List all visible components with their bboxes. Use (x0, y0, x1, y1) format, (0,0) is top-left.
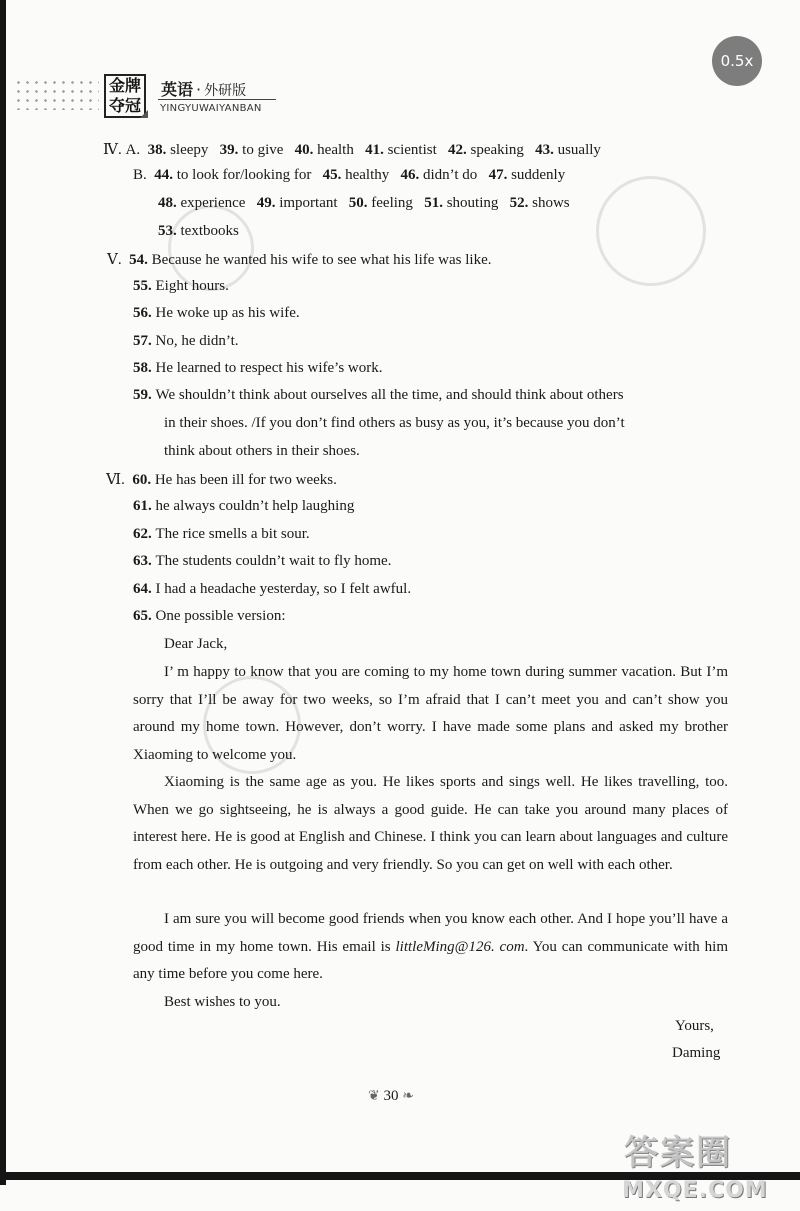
item-number: 39. (219, 142, 239, 158)
answer-text: textbooks (180, 223, 239, 239)
answer-line-63 (133, 553, 391, 570)
section4-numeral: Ⅳ. (103, 142, 122, 158)
answer-text: The students couldn’t wait to fly home. (155, 553, 392, 569)
subject-title (161, 77, 246, 100)
zoom-level-badge[interactable]: 0.5x (712, 36, 762, 86)
part-a-label: A. (125, 142, 141, 158)
item-number: 52. (509, 195, 529, 211)
paragraph-text: I am sure you will become good friends when you know each other. And I hope you’ll have a good time in my home town. His email is (133, 911, 728, 955)
section4-line-b (133, 167, 565, 184)
answer-text: important (279, 195, 338, 211)
answer-line-64 (133, 581, 411, 598)
answer-line-61 (133, 498, 354, 515)
item-number: 54. (129, 252, 148, 268)
answer-text: Because he wanted his wife to see what his life was like. (151, 252, 492, 268)
answer-text: feeling (371, 195, 413, 211)
answer-text: One possible version: (155, 608, 286, 624)
item-number: 45. (322, 167, 342, 183)
item-number: 47. (488, 167, 508, 183)
answer-text: We shouldn’t think about ourselves all the time, and should think about others (155, 387, 624, 403)
item-number: 40. (294, 142, 314, 158)
part-b-label: B. (133, 167, 147, 183)
answer-59-continued: in their shoes. /If you don’t find others as busy as you, it’s because you don’t (164, 415, 625, 431)
paragraph-text: . You can communicate with him any time before you come here. (133, 938, 728, 982)
page-number: 30 (383, 1088, 399, 1104)
answer-text: healthy (345, 167, 390, 183)
item-number: 55. (133, 278, 152, 294)
subject-pinyin: YINGYUWAIYANBAN (160, 103, 262, 114)
item-number: 38. (147, 142, 167, 158)
item-number: 44. (154, 167, 174, 183)
left-border (0, 0, 6, 1185)
item-number: 58. (133, 360, 152, 376)
letter-signature: Daming (672, 1045, 721, 1061)
answer-text: to give (242, 142, 284, 158)
paragraph-text: Xiaoming is the same age as you. He likes sports and sings well. He likes travelling, too. When we go sightseeing, he is always a good guide. He can take you around many places of interest here. He is good at English and Chinese. I think you can learn about languages and culture from each other. He is outgoing and very friendly. So you can get on well with each other. (133, 774, 728, 873)
answer-line-57 (133, 333, 239, 350)
answer-text: experience (180, 195, 246, 211)
answer-text: He learned to respect his wife’s work. (155, 360, 383, 376)
item-number: 43. (535, 142, 554, 158)
logo-corner-mark (140, 110, 148, 118)
item-number: 60. (132, 472, 152, 488)
subject-name: 英语 (161, 80, 194, 99)
answer-line-62 (133, 526, 310, 543)
watermark-site: MXQE.COM (622, 1178, 768, 1203)
paragraph-text: I’ m happy to know that you are coming to my home town during summer vacation. But I’m sorry that I’ll be away for two weeks, so I’m afraid that I can’t meet you and can’t show you around my home town. However, don’t worry. I have made some plans and asked my brother Xiaoming to welcome you. (133, 664, 728, 763)
edition-name: 外研版 (204, 83, 247, 99)
header-dot-pattern (14, 78, 99, 110)
logo-bottom-text: 夺冠 (108, 96, 141, 115)
answer-text: speaking (470, 142, 524, 158)
answer-text: shouting (446, 195, 499, 211)
letter-sign-off: Yours, (675, 1018, 714, 1034)
item-number: 48. (158, 195, 177, 211)
section4-line-a (103, 140, 601, 159)
item-number: 57. (133, 333, 152, 349)
answer-text: He has been ill for two weeks. (154, 472, 337, 488)
item-number: 56. (133, 305, 152, 321)
answer-text: to look for/looking for (176, 167, 312, 183)
answer-text: The rice smells a bit sour. (155, 526, 310, 542)
item-number: 42. (448, 142, 467, 158)
leaf-icon: ❧ (402, 1089, 414, 1104)
title-separator: · (196, 80, 202, 99)
item-number: 62. (133, 526, 152, 542)
answer-line-59 (133, 387, 624, 404)
item-number: 53. (158, 223, 177, 239)
answer-text: usually (557, 142, 601, 158)
item-number: 65. (133, 608, 152, 624)
section6-numeral: Ⅵ. (106, 472, 125, 488)
letter-closing: Best wishes to you. (164, 994, 281, 1010)
page-footer (368, 1088, 414, 1105)
item-number: 63. (133, 553, 152, 569)
section4-line-b3 (158, 223, 239, 240)
section4-line-b2 (158, 195, 570, 212)
header-rule (158, 99, 276, 100)
letter-paragraph-2 (133, 769, 728, 879)
answer-text: he always couldn’t help laughing (155, 498, 355, 514)
item-number: 64. (133, 581, 152, 597)
item-number: 50. (348, 195, 368, 211)
section5-numeral: Ⅴ. (107, 252, 122, 268)
item-number: 59. (133, 387, 152, 403)
answer-line-60 (106, 470, 337, 489)
watermark-stamp (596, 176, 706, 286)
answer-text: didn’t do (423, 167, 478, 183)
answer-line-54 (107, 250, 492, 269)
answer-text: I had a headache yesterday, so I felt awful. (155, 581, 412, 597)
answer-line-58 (133, 360, 383, 377)
answer-line-55 (133, 278, 229, 295)
letter-paragraph-1 (133, 659, 728, 769)
logo-top-text: 金牌 (108, 76, 141, 95)
item-number: 41. (365, 142, 384, 158)
answer-line-56 (133, 305, 300, 322)
answer-text: sleepy (170, 142, 209, 158)
answer-text: suddenly (511, 167, 566, 183)
answer-text: No, he didn’t. (155, 333, 239, 349)
letter-paragraph-3 (133, 906, 728, 989)
item-number: 61. (133, 498, 152, 514)
leaf-icon: ❦ (368, 1089, 380, 1104)
answer-text: shows (532, 195, 570, 211)
email-address: littleMing@126. com (395, 938, 525, 955)
answer-59-continued: think about others in their shoes. (164, 443, 360, 459)
answer-line-65 (133, 608, 285, 625)
item-number: 46. (400, 167, 420, 183)
answer-text: health (317, 142, 354, 158)
item-number: 49. (256, 195, 276, 211)
item-number: 51. (424, 195, 443, 211)
letter-greeting: Dear Jack, (164, 636, 228, 652)
answer-text: scientist (387, 142, 437, 158)
watermark-logo: 答案圈 (624, 1133, 732, 1173)
answer-text: Eight hours. (155, 278, 229, 294)
answer-text: He woke up as his wife. (155, 305, 300, 321)
